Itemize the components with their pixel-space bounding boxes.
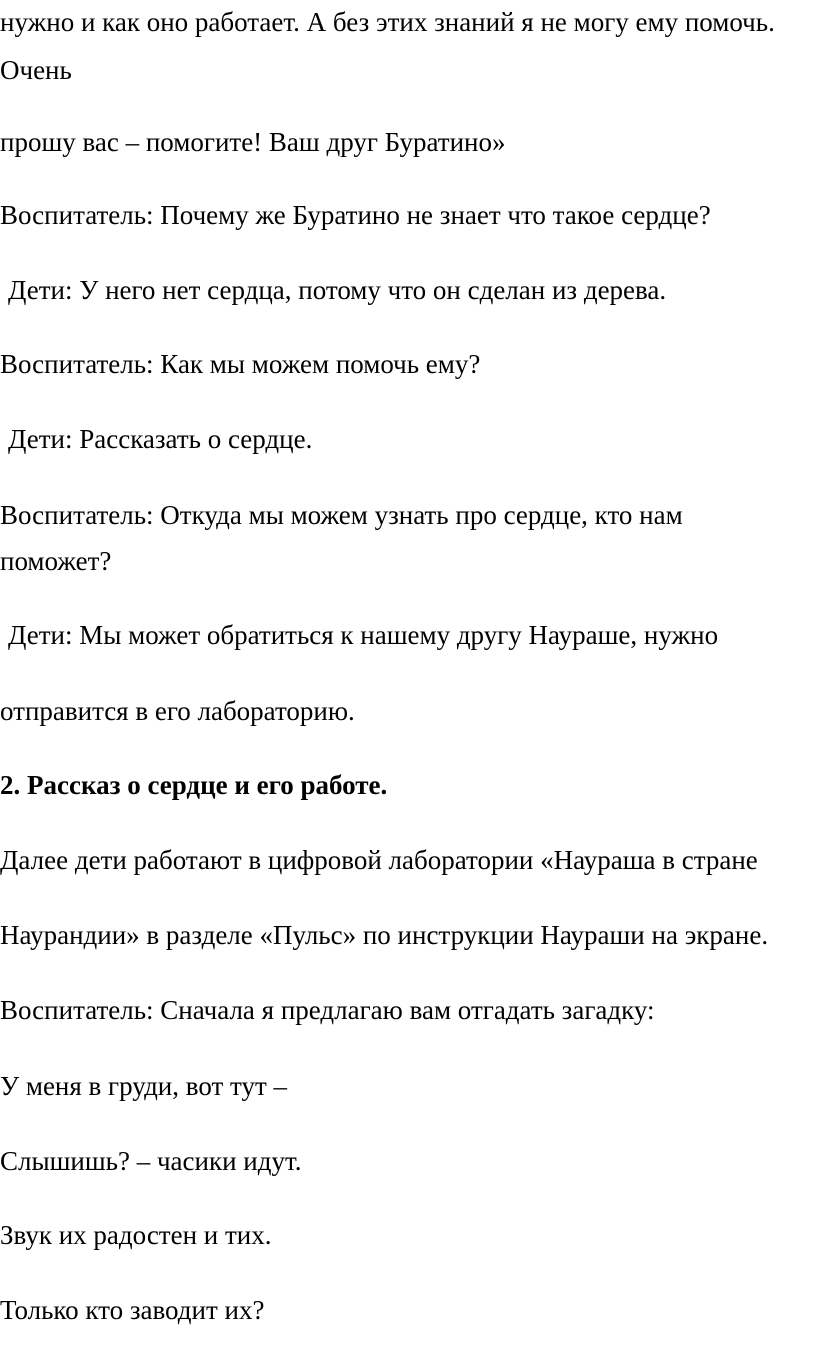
dialogue-line: Дети: Рассказать о сердце.	[8, 424, 313, 454]
dialogue-line: Воспитатель: Почему же Буратино не знает что такое сердце?	[0, 200, 711, 230]
text-line: прошу вас – помогите! Ваш друг Буратино»	[0, 127, 506, 157]
dialogue-line: Воспитатель: Откуда мы можем узнать про сердце, кто нам	[0, 500, 683, 530]
poem-line: Только кто заводит их?	[0, 1295, 265, 1325]
text-line: Далее дети работают в цифровой лаборатории «Наураша в стране	[0, 845, 758, 875]
text-line: Очень	[0, 55, 72, 85]
text-line: отправится в его лабораторию.	[0, 696, 355, 726]
text-line: нужно и как оно работает. А без этих знаний я не могу ему помочь.	[0, 7, 775, 37]
dialogue-line: поможет?	[0, 546, 112, 576]
dialogue-line: Дети: У него нет сердца, потому что он сделан из дерева.	[8, 275, 667, 305]
dialogue-line: Воспитатель: Как мы можем помочь ему?	[0, 349, 481, 379]
dialogue-line: Воспитатель: Сначала я предлагаю вам отгадать загадку:	[0, 995, 655, 1025]
dialogue-line: Дети: Мы может обратиться к нашему другу Наураше, нужно	[8, 620, 719, 650]
text-line: Наурандии» в разделе «Пульс» по инструкции Наураши на экране.	[0, 920, 769, 950]
section-heading: 2. Рассказ о сердце и его работе.	[0, 770, 388, 800]
poem-line: Слышишь? – часики идут.	[0, 1146, 302, 1176]
poem-line: Звук их радостен и тих.	[0, 1220, 272, 1250]
poem-line: У меня в груди, вот тут –	[0, 1071, 288, 1101]
